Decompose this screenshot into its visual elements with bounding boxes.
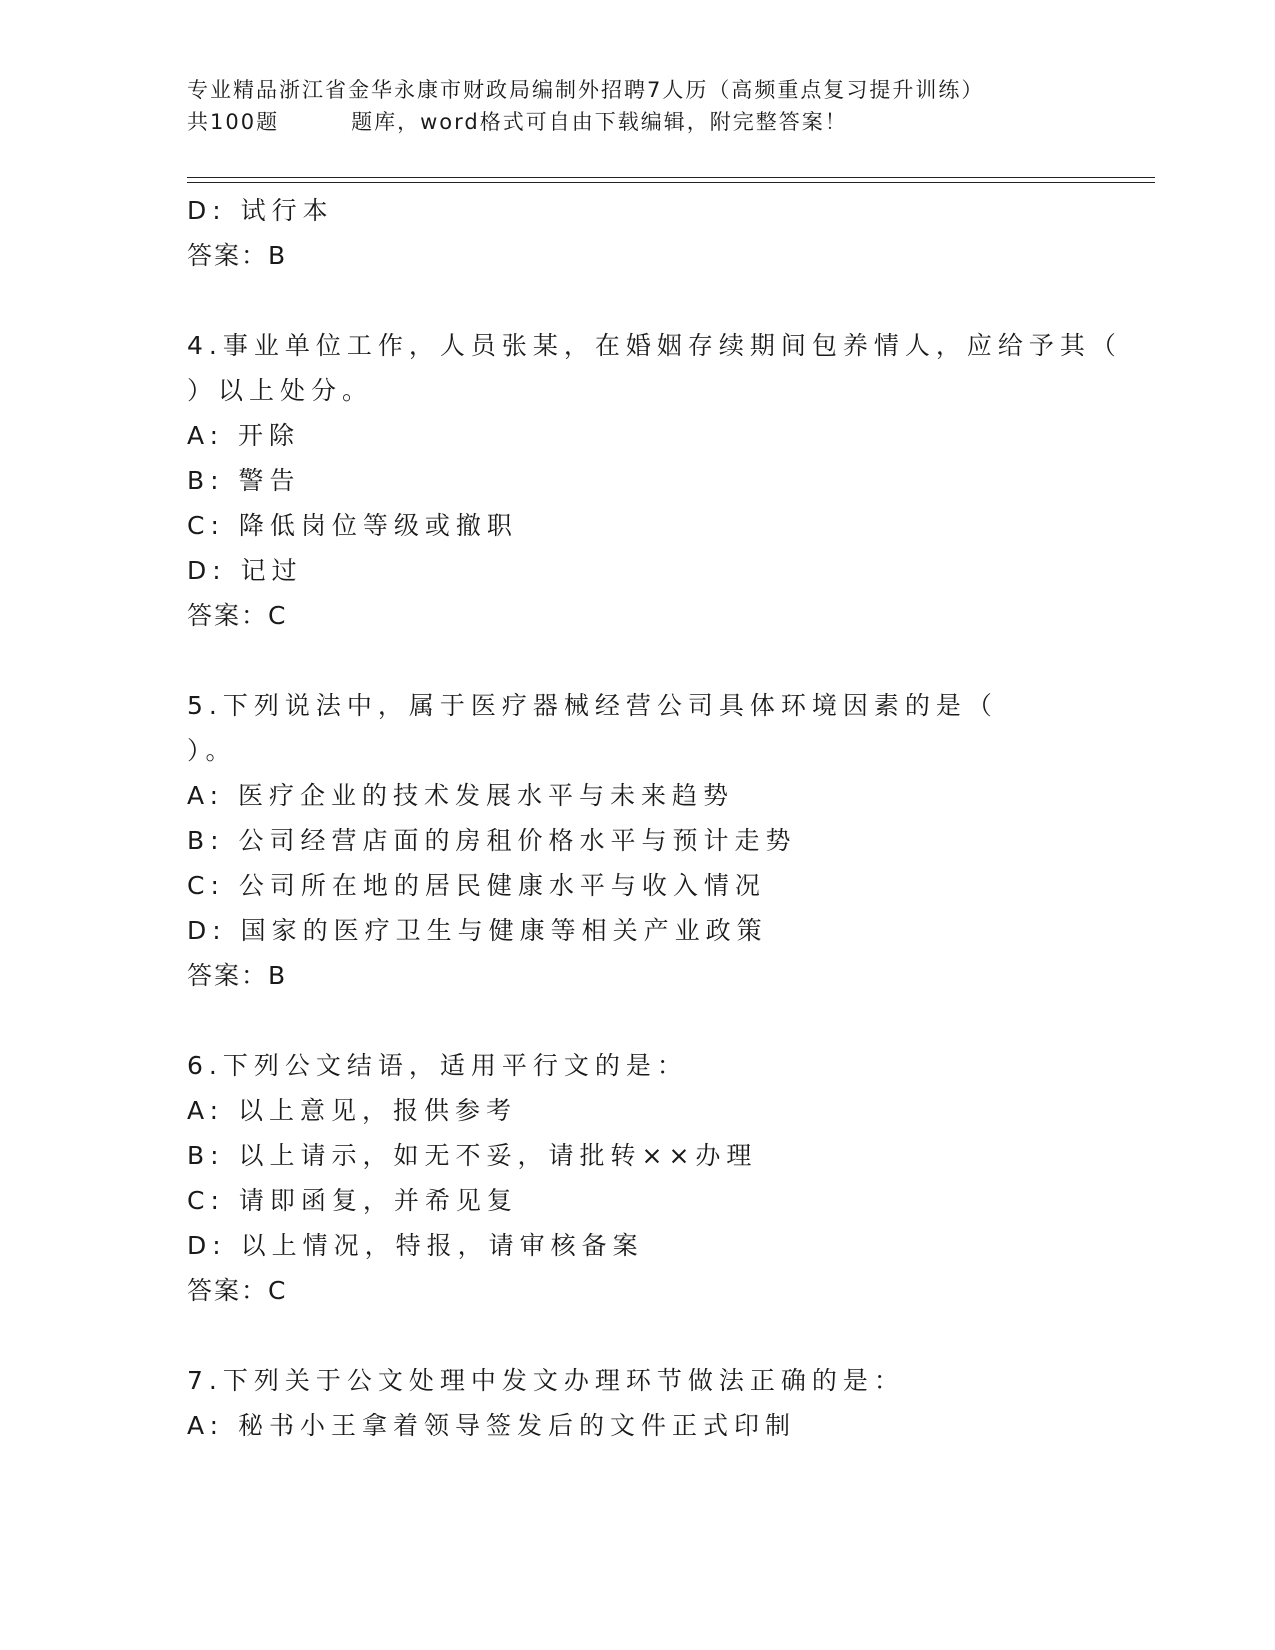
answer-line: 答案：B [187, 961, 288, 990]
question-text: 4.事业单位工作，人员张某，在婚姻存续期间包养情人，应给予其（ [187, 331, 1122, 360]
option-a: A: 以上意见，报供参考 [187, 1096, 518, 1125]
option-a: A: 秘书小王拿着领导签发后的文件正式印制 [187, 1411, 797, 1440]
header-description: 题库，word格式可自由下载编辑，附完整答案！ [351, 110, 848, 134]
option-a: A: 医疗企业的技术发展水平与未来趋势 [187, 781, 735, 810]
header-rule-top [187, 177, 1155, 178]
question-list [187, 188, 1147, 1448]
answer-line: 答案：B [187, 241, 288, 270]
question-block [187, 683, 1147, 998]
header-question-count: 共100题 [187, 110, 280, 134]
question-text: 6.下列公文结语，适用平行文的是： [187, 1051, 688, 1080]
question-text-continued: ）以上处分。 [187, 376, 374, 405]
option-c: C: 公司所在地的居民健康水平与收入情况 [187, 871, 766, 900]
option-d: D: 记过 [187, 556, 303, 585]
question-text: 7.下列关于公文处理中发文办理环节做法正确的是： [187, 1366, 905, 1395]
option-c: C: 请即函复，并希见复 [187, 1186, 518, 1215]
question-text: 5.下列说法中，属于医疗器械经营公司具体环境因素的是（ [187, 691, 998, 720]
header-rule-bottom [187, 182, 1155, 183]
question-text-continued: ）。 [187, 736, 237, 765]
header-subtitle [187, 106, 848, 136]
answer-line: 答案：C [187, 601, 288, 630]
option-c: C: 降低岗位等级或撤职 [187, 511, 518, 540]
option-d: D: 试行本 [187, 196, 334, 225]
question-block [187, 1043, 1147, 1313]
question-block [187, 323, 1147, 638]
option-b: B: 警告 [187, 466, 301, 495]
option-d: D: 国家的医疗卫生与健康等相关产业政策 [187, 916, 768, 945]
header-title: 专业精品浙江省金华永康市财政局编制外招聘7人历（高频重点复习提升训练） [187, 78, 985, 102]
question-block [187, 1358, 1147, 1448]
answer-line: 答案：C [187, 1276, 288, 1305]
option-a: A: 开除 [187, 421, 301, 450]
option-b: B: 以上请示，如无不妥，请批转××办理 [187, 1141, 758, 1170]
option-b: B: 公司经营店面的房租价格水平与预计走势 [187, 826, 797, 855]
option-d: D: 以上情况，特报，请审核备案 [187, 1231, 644, 1260]
